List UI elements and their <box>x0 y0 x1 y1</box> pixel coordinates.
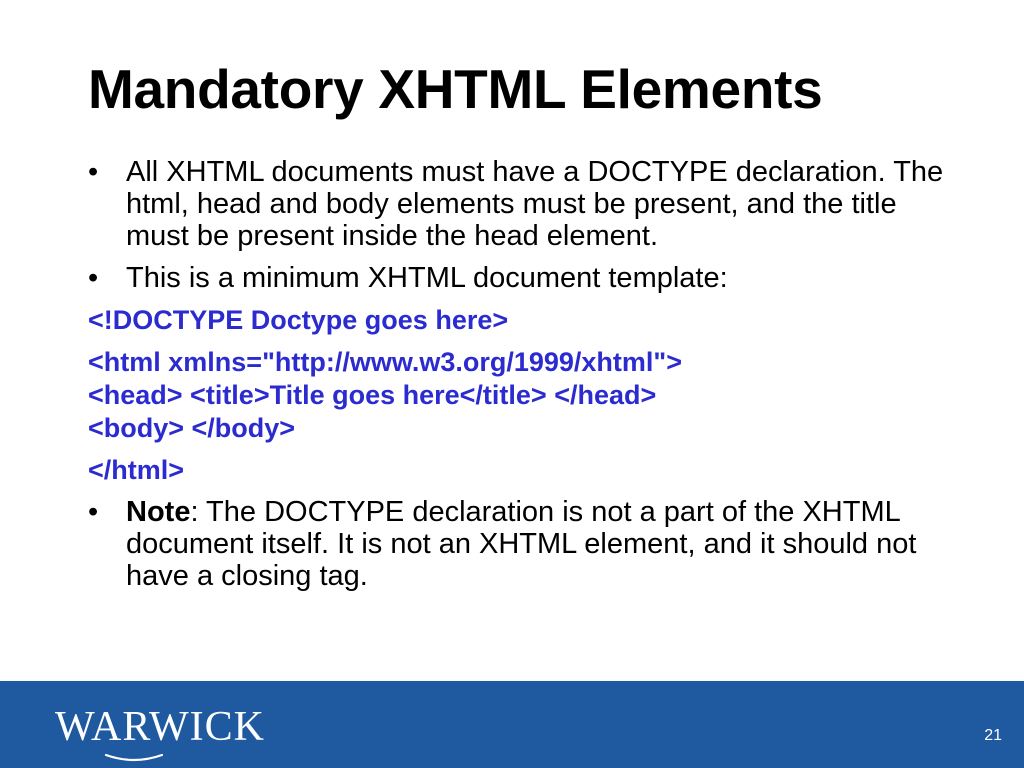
bullet-marker: • <box>88 496 99 528</box>
note-bullet <box>88 496 948 592</box>
code-html-block <box>88 346 948 445</box>
bullet-item <box>88 262 948 294</box>
code-html-close: </html> <box>88 455 185 485</box>
logo-swoosh-icon <box>104 751 164 763</box>
slide-title: Mandatory XHTML Elements <box>88 58 823 120</box>
bullet-marker: • <box>88 262 99 294</box>
slide-content <box>88 156 948 602</box>
code-body-line: <body> </body> <box>88 413 296 443</box>
bullet-text: All XHTML documents must have a DOCTYPE declaration. The html, head and body elements must be present, and the title must be present inside the head element. <box>126 156 944 252</box>
page-number: 21 <box>984 727 1002 744</box>
bullet-text: This is a minimum XHTML document template: <box>126 262 728 294</box>
bullet-marker: • <box>88 156 99 188</box>
footer-bar <box>0 681 1024 768</box>
bullet-item <box>88 156 948 252</box>
warwick-logo: WARWICK <box>55 704 265 750</box>
note-text: : The DOCTYPE declaration is not a part of the XHTML document itself. It is not an XHTML element, and it should not have a closing tag. <box>126 496 917 592</box>
code-html-open: <html xmlns="http://www.w3.org/1999/xhtml"> <box>88 347 682 377</box>
code-doctype-line <box>88 304 948 337</box>
code-html-close-line <box>88 454 948 487</box>
code-doctype: <!DOCTYPE Doctype goes here> <box>88 305 509 335</box>
note-label: Note <box>126 496 191 528</box>
code-head-line: <head> <title>Title goes here</title> </head> <box>88 380 657 410</box>
